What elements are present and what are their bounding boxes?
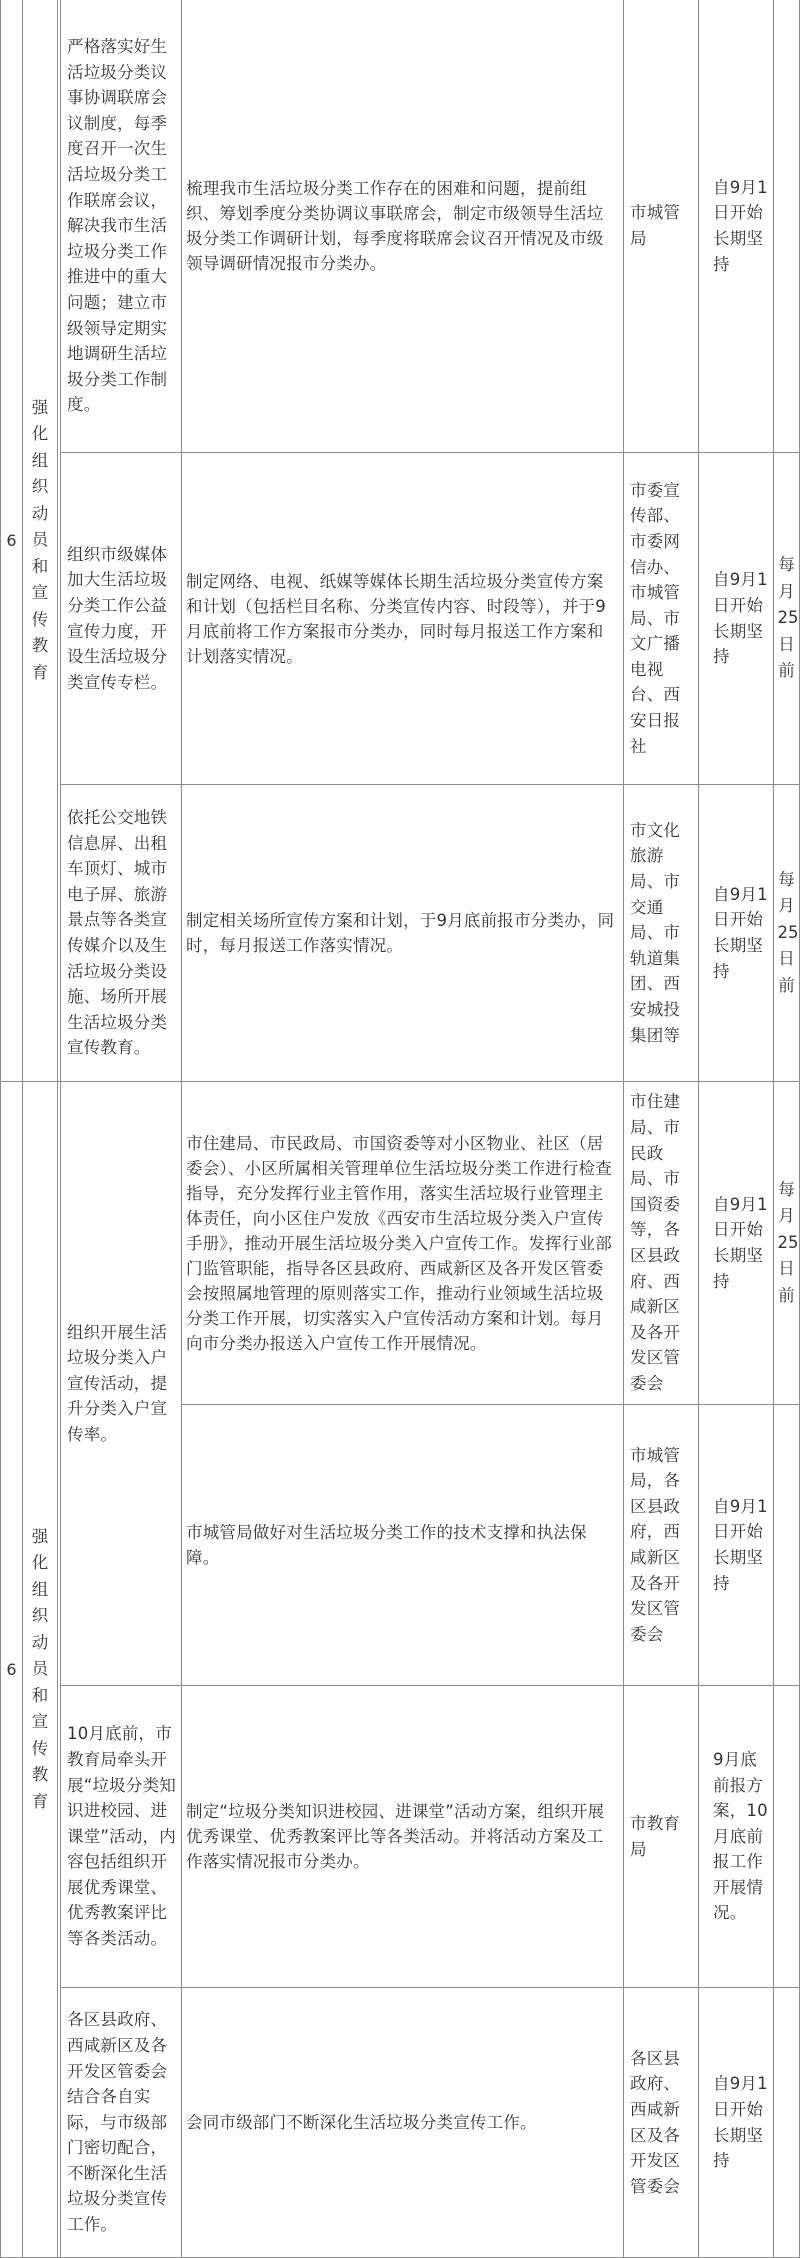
measure-cell: 梳理我市生活垃圾分类工作存在的困难和问题，提前组织、筹划季度分类协调议事联席会，制定市级领导生活垃圾分类工作调研计划，每季度将联席会议召开情况及市级领导调研情况报市分类办。 [186,179,604,273]
vline [60,0,61,2258]
vline [698,0,699,2258]
report-cell: 每月25日前 [777,555,799,681]
time-cell: 自9月1日开始长期坚持 [713,1194,768,1291]
task-cell: 组织开展生活垃圾分类入户宣传活动，提升分类入户宣传率。 [67,1322,168,1444]
measure-cell: 制定相关场所宣传方案和计划，于9月底前报市分类办，同时，每月报送工作落实情况。 [186,911,615,955]
task-cell: 组织市级媒体加大生活垃圾分类工作公益宣传力度，开设生活垃圾分类宣传专栏。 [67,544,168,692]
category-cell [23,1082,57,2257]
measure-cell: 制定网络、电视、纸媒等媒体长期生活垃圾分类宣传方案和计划（包括栏目名称、分类宣传内容、时段等），并于9月底前将工作方案报市分类办，同时每月报送工作方案和计划落实情况。 [186,571,606,666]
unit-cell: 市委宣传部、市委网信办、市城管局、市文广播电视台、西安日报社 [630,480,681,756]
task-cell: 10月底前，市教育局牵头开展“垃圾分类知识进校园、进课堂”活动，内容包括组织开展优秀课堂、优秀教案评比等各类活动。 [67,1724,176,1949]
measure-cell: 市住建局、市民政局、市国资委等对小区物业、社区（居委会）、小区所属相关管理单位生活垃圾分类工作进行检查指导，充分发挥行业主管作用，落实生活垃圾行业管理主体责任，向小区住户发放《西安市生活垃圾分类入户宣传手册》，推动开展生活垃圾分类入户宣传工作。发挥行业部门监管职能，指导各区县政府、西咸新区及各开发区管委会按照属地管理的原则落实工作，推动行业领域生活垃圾分类工作开展，切实落实入户宣传活动方案和计划。每月向市分类办报送入户宣传工作开展情况。 [186,1133,612,1353]
unit-cell: 市教育局 [630,1813,681,1859]
unit-cell: 市住建局、市民政局、市国资委等，各区县政府、西咸新区及各开发区管委会 [630,1092,681,1393]
task-cell: 严格落实好生活垃圾分类议事协调联席会议制度，每季度召开一次生活垃圾分类工作联席会议，解决我市生活垃圾分类工作推进中的重大问题；建立市级领导定期实地调研生活垃圾分类工作制度。 [67,37,168,415]
row-number: 6 [6,531,17,550]
row-number: 6 [6,1660,17,1679]
vline [181,0,182,2258]
unit-cell: 各区县政府、西咸新区及各开发区管委会 [630,2048,681,2196]
unit-cell: 市城管局，各区县政府，西咸新区及各开发区管委会 [630,1445,681,1644]
measure-cell: 市城管局做好对生活垃圾分类工作的技术支撑和执法保障。 [186,1523,587,1567]
time-cell: 自9月1日开始长期坚持 [713,177,768,274]
unit-cell: 市文化旅游局、市交通局、市轨道集团、西安城投集团等 [630,820,681,1045]
vline [623,0,624,2258]
time-cell: 9月底前报方案，10月底前报工作开展情况。 [713,1749,768,1923]
category-label: 强化组织动员和宣传教育 [31,1526,49,1811]
vline [57,0,58,2258]
unit-cell: 市城管局 [630,203,681,248]
category-label: 强化组织动员和宣传教育 [31,397,49,682]
time-cell: 自9月1日开始长期坚持 [713,1496,768,1593]
time-cell: 自9月1日开始长期坚持 [713,570,768,667]
report-cell: 每月25日前 [777,1179,799,1305]
time-cell: 自9月1日开始长期坚持 [713,884,768,981]
task-cell: 依托公交地铁信息屏、出租车顶灯、城市电子屏、旅游景点等各类宣传媒介以及生活垃圾分类设施、场所开展生活垃圾分类宣传教育。 [67,808,168,1058]
measure-cell: 制定“垃圾分类知识进校园、进课堂”活动方案，组织开展优秀课堂、优秀教案评比等各类活动。并将活动方案及工作落实情况报市分类办。 [186,1802,605,1871]
report-cell: 每月25日前 [777,869,799,995]
measure-cell: 会同市级部门不断深化生活垃圾分类宣传工作。 [186,2113,537,2132]
task-cell: 各区县政府、西咸新区及各开发区管委会结合各自实际，与市级部门密切配合，不断深化生活垃圾分类宣传工作。 [67,2010,168,2235]
time-cell: 自9月1日开始长期坚持 [713,2074,768,2171]
category-cell [23,0,57,1081]
